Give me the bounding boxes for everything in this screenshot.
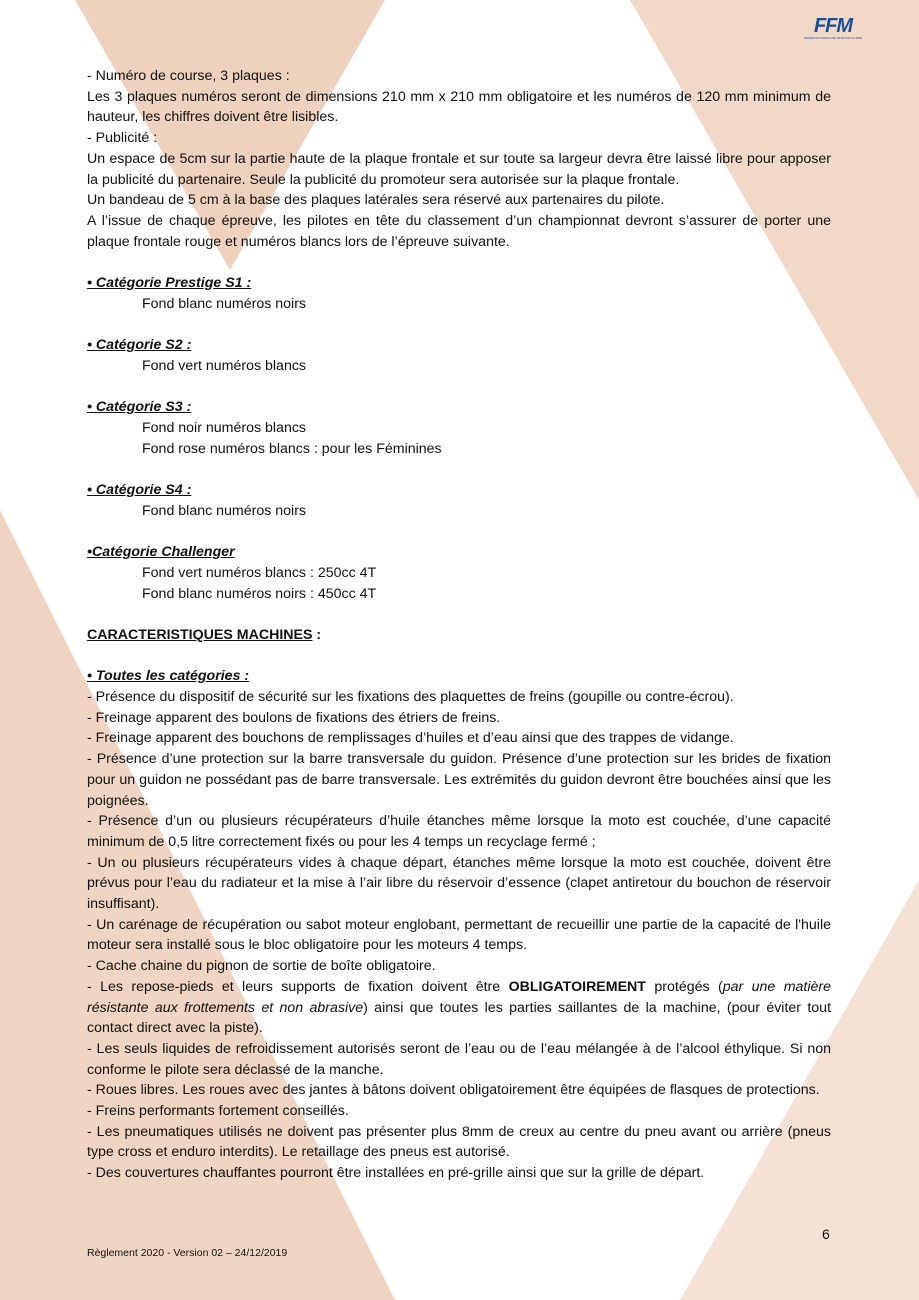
category-title: • Catégorie S2 : <box>87 337 192 354</box>
machine-rule: - Présence du dispositif de sécurité sur les fixations des plaquettes de freins (goupille ou contre-écrou). <box>87 688 734 705</box>
ad-text-1: Un espace de 5cm sur la partie haute de la plaque frontale et sur toute sa largeur devra être laissé libre pour apposer la publicité du partenaire. Seule la publicité du promoteur sera autorisée sur la plaque frontale. <box>87 150 831 188</box>
logo-subtitle: FÉDÉRATION FRANÇAISE DE MOTOCYCLISME <box>803 37 863 40</box>
machine-rule: - Un ou plusieurs récupérateurs vides à chaque départ, étanches même lorsque la moto est couchée, doivent être prévus pour l’eau du radiateur et la mise à l’air libre du réservoir d’essence (clapet antiretour du bouchon de réservoir insuffisant). <box>87 854 831 913</box>
machine-rule: - Un carénage de récupération ou sabot moteur englobant, permettant de recueillir une partie de la capacité de l'huile moteur sera installé sous le bloc obligatoire pour les moteurs 4 temps. <box>87 916 831 954</box>
category-line: Fond blanc numéros noirs : 450cc 4T <box>142 585 377 602</box>
footpegs-rule: - Les repose-pieds et leurs supports de fixation doivent être OBLIGATOIREMENT protégés (par une matière résistante aux frottements et non abrasive) ainsi que toutes les parties saillantes de la machine, (pour éviter tout contact direct avec la piste). <box>87 978 832 1037</box>
footer-text: Règlement 2020 - Version 02 – 24/12/2019 <box>87 1247 288 1259</box>
machine-rule: - Freinage apparent des bouchons de remplissages d’huiles et d’eau ainsi que des trappes de vidange. <box>87 730 734 747</box>
machines-heading: CARACTERISTIQUES MACHINES : <box>87 626 322 643</box>
page-number: 6 <box>822 1226 830 1242</box>
category-title: • Catégorie Prestige S1 : <box>87 275 252 292</box>
ad-text-3: A l’issue de chaque épreuve, les pilotes en tête du classement d’un championnat devront s’assurer de porter une plaque frontale rouge et numéros blancs lors de l’épreuve suivante. <box>87 212 831 250</box>
category-line: Fond vert numéros blancs <box>142 357 307 374</box>
category-line: Fond vert numéros blancs : 250cc 4T <box>142 564 377 581</box>
machine-rule: - Cache chaine du pignon de sortie de boîte obligatoire. <box>87 958 436 975</box>
machine-rule: - Présence d’un ou plusieurs récupérateurs d’huile étanches même lorsque la moto est couchée, d’une capacité minimum de 0,5 litre correctement fixés ou pour les 4 temps un recyclage fermé ; <box>87 813 831 850</box>
logo-text: FFM <box>813 15 853 37</box>
category-line: Fond blanc numéros noirs <box>142 502 307 519</box>
machine-rule: - Présence d’une protection sur la barre transversale du guidon. Présence d’une protection sur les brides de fixation pour un guidon ne possédant pas de barre transversale. Les extrémités du guidon devront être bouchées ainsi que les poignées. <box>87 751 831 809</box>
machine-rule: - Freinage apparent des boulons de fixations des étriers de freins. <box>87 709 501 726</box>
ad-title: - Publicité : <box>87 130 158 147</box>
all-categories-title: • Toutes les catégories : <box>87 668 250 685</box>
category-line: Fond blanc numéros noirs <box>142 295 307 312</box>
category-line: Fond noir numéros blancs <box>142 419 307 436</box>
plates-title: - Numéro de course, 3 plaques : <box>87 68 290 84</box>
plates-text: Les 3 plaques numéros seront de dimensions 210 mm x 210 mm obligatoire et les numéros de 120 mm minimum de hauteur, les chiffres doivent être lisibles. <box>87 88 831 126</box>
ffm-logo <box>800 14 866 42</box>
category-title: • Catégorie S3 : <box>87 399 192 416</box>
machine-rule: - Des couvertures chauffantes pourront être installées en pré-grille ainsi que sur la grille de départ. <box>87 1165 705 1182</box>
machine-rule: - Les pneumatiques utilisés ne doivent pas présenter plus 8mm de creux au centre du pneu avant ou arrière (pneus type cross et enduro interdits). Le retaillage des pneus est autorisé. <box>87 1123 831 1161</box>
ad-text-2: Un bandeau de 5 cm à la base des plaques latérales sera réservé aux partenaires du pilote. <box>87 192 665 209</box>
machine-rule: - Roues libres. Les roues avec des jantes à bâtons doivent obligatoirement être équipées de flasques de protections. <box>87 1082 820 1099</box>
machine-rule: - Freins performants fortement conseillés. <box>87 1103 349 1120</box>
category-line: Fond rose numéros blancs : pour les Féminines <box>142 440 442 457</box>
category-title: • Catégorie S4 : <box>87 482 192 498</box>
machine-rule: - Les seuls liquides de refroidissement autorisés seront de l’eau ou de l’eau mélangée à de l’alcool éthylique. Si non conforme le pilote sera déclassé de la manche. <box>87 1040 831 1078</box>
page-content <box>87 66 831 1184</box>
category-title: •Catégorie Challenger <box>87 544 235 561</box>
